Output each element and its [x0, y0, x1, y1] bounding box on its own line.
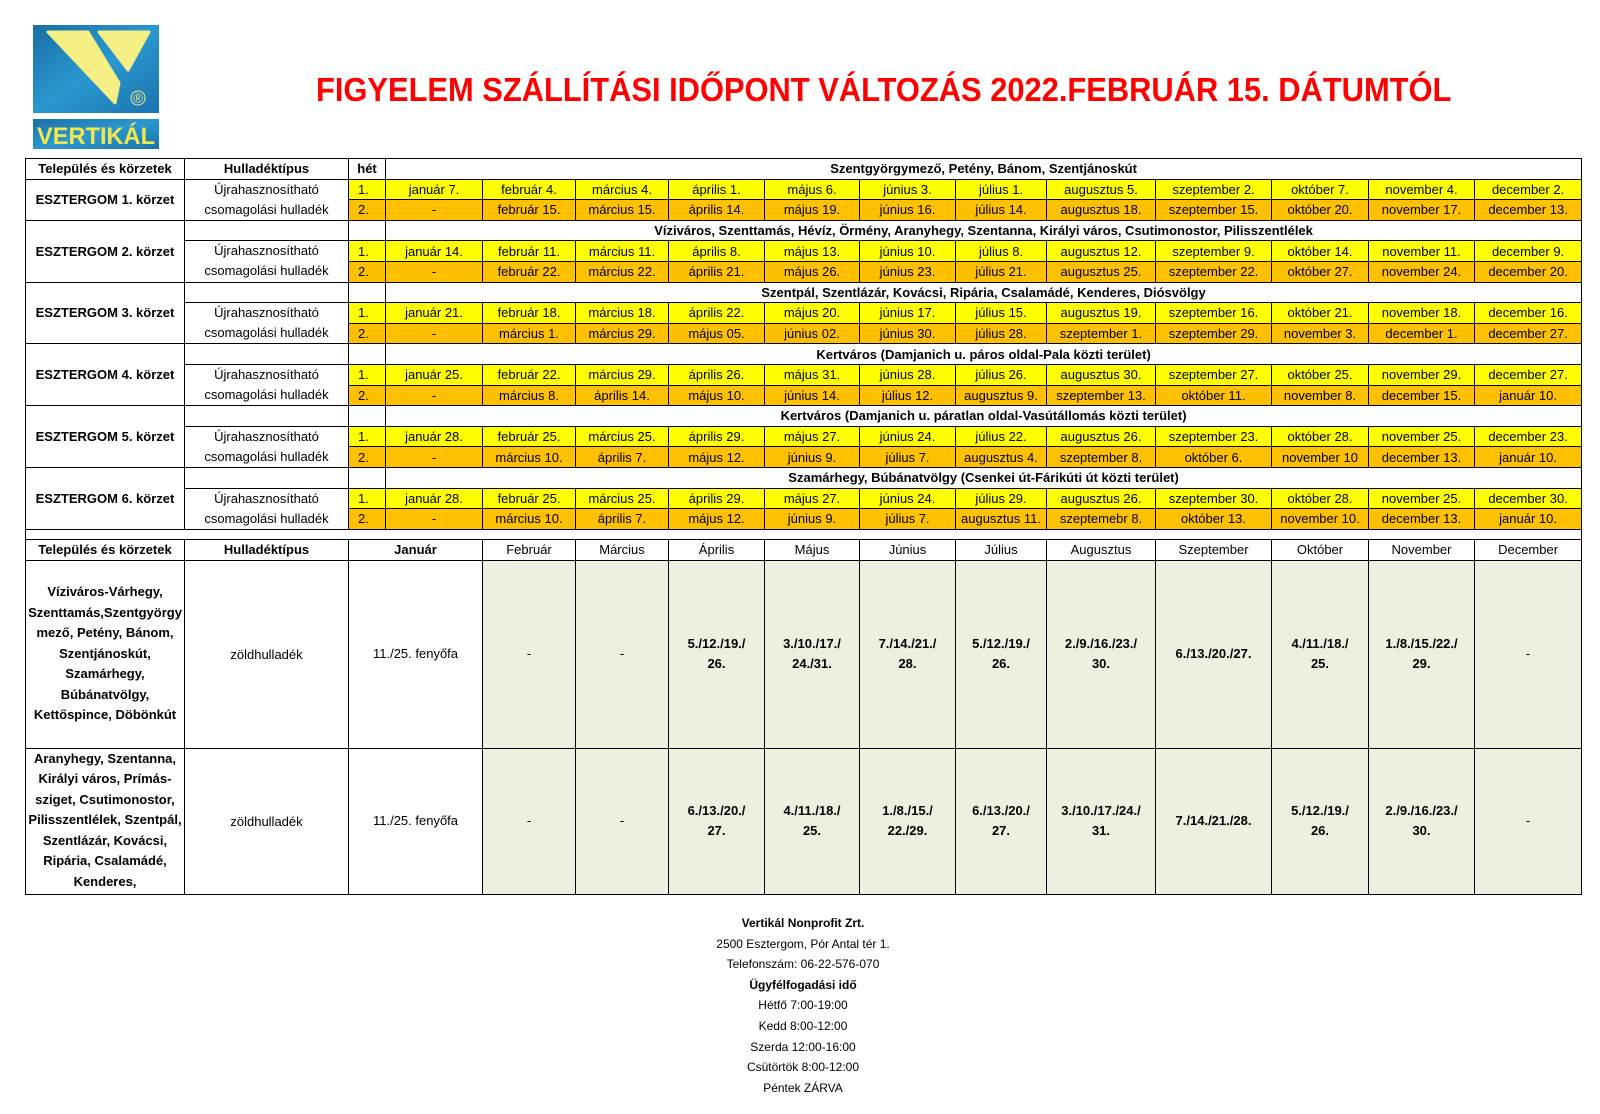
week-label: 1. [349, 179, 386, 200]
header-month: Október [1272, 539, 1369, 560]
blank-cell [349, 344, 386, 365]
header-week: hét [349, 159, 386, 180]
collection-date: június 30. [860, 323, 956, 344]
green-waste-header-row [26, 539, 1582, 560]
header-month: Február [483, 539, 576, 560]
title-container [316, 70, 1451, 110]
green-waste-localities: Aranyhegy, Szentanna, Királyi város, Prímás-sziget, Csutimonostor, Pilisszentlélek, Szentpál, Szentlázár, Kovácsi, Ripária, Csalamádé, Kenderes, [28, 750, 182, 889]
collection-date: szeptember 15. [1156, 200, 1272, 221]
green-waste-dates: 6./13./20./27. [1156, 560, 1272, 748]
header-month: Május [765, 539, 860, 560]
collection-date: január 25. [386, 364, 483, 385]
collection-date: október 6. [1156, 447, 1272, 468]
collection-date: február 25. [483, 426, 576, 447]
week-label: 1. [349, 364, 386, 385]
collection-date: november 3. [1272, 323, 1369, 344]
collection-date: március 10. [483, 509, 576, 530]
collection-date: november 29. [1369, 364, 1475, 385]
collection-date: augusztus 26. [1047, 488, 1156, 509]
collection-date: február 18. [483, 303, 576, 324]
collection-date: április 21. [669, 261, 765, 282]
green-waste-dates: - [483, 748, 576, 894]
collection-date: július 21. [956, 261, 1047, 282]
collection-date: március 8. [483, 385, 576, 406]
collection-date: április 7. [576, 447, 669, 468]
collection-date: november 17. [1369, 200, 1475, 221]
collection-date: január 21. [386, 303, 483, 324]
collection-date: május 10. [669, 385, 765, 406]
collection-date: december 13. [1475, 200, 1582, 221]
waste-type: zöldhulladék [185, 560, 349, 748]
header-district: Település és körzetek [26, 539, 185, 560]
collection-date: augusztus 4. [956, 447, 1047, 468]
collection-date: április 8. [669, 241, 765, 262]
collection-date: március 29. [576, 323, 669, 344]
collection-date: szeptember 16. [1156, 303, 1272, 324]
collection-date: november 4. [1369, 179, 1475, 200]
collection-date: május 6. [765, 179, 860, 200]
collection-date: január 28. [386, 488, 483, 509]
collection-date: július 26. [956, 364, 1047, 385]
week-label: 2. [349, 200, 386, 221]
collection-date: május 20. [765, 303, 860, 324]
blank-cell [185, 344, 349, 365]
district-name: ESZTERGOM 2. körzet [26, 220, 185, 282]
collection-date: december 13. [1369, 447, 1475, 468]
collection-date: június 23. [860, 261, 956, 282]
waste-type: Újrahasznosítható csomagolási hulladék [185, 241, 349, 282]
collection-date: szeptember 29. [1156, 323, 1272, 344]
collection-date: november 18. [1369, 303, 1475, 324]
collection-date: június 24. [860, 426, 956, 447]
collection-date: december 9. [1475, 241, 1582, 262]
vertikal-logo [33, 24, 160, 151]
blank-cell [349, 282, 386, 303]
header-month: December [1475, 539, 1582, 560]
waste-type: zöldhulladék [185, 748, 349, 894]
collection-date: május 19. [765, 200, 860, 221]
district-localities: Kertváros (Damjanich u. páros oldal-Pala közti terület) [386, 344, 1582, 365]
collection-date: június 9. [765, 447, 860, 468]
collection-date: december 27. [1475, 323, 1582, 344]
week-label: 1. [349, 303, 386, 324]
collection-date: március 4. [576, 179, 669, 200]
green-waste-localities: Víziváros-Várhegy, Szenttamás,Szentgyörgymező, Petény, Bánom, Szentjánoskút, Szamárhegy, Búbánatvölgy, Kettőspince, Döbönkút [28, 584, 182, 723]
green-waste-dates: 5./12./19./ 26. [956, 560, 1047, 748]
collection-date: november 25. [1369, 488, 1475, 509]
week-label: 1. [349, 426, 386, 447]
office-hours-tuesday: Kedd 8:00-12:00 [758, 1018, 848, 1033]
office-hours-friday: Péntek ZÁRVA [763, 1080, 843, 1095]
collection-date: április 14. [576, 385, 669, 406]
office-hours-title: Ügyfélfogadási idő [749, 977, 857, 992]
collection-date: június 16. [860, 200, 956, 221]
collection-schedule-table [25, 158, 1582, 895]
green-waste-dates: 4./11./18./ 25. [765, 748, 860, 894]
week-row [26, 179, 1582, 200]
collection-date: június 02. [765, 323, 860, 344]
collection-date: december 30. [1475, 488, 1582, 509]
collection-date: május 05. [669, 323, 765, 344]
green-waste-dates: 4./11./18./ 25. [1272, 560, 1369, 748]
header-month: Március [576, 539, 669, 560]
collection-date: március 29. [576, 364, 669, 385]
collection-date: július 14. [956, 200, 1047, 221]
collection-date: - [386, 509, 483, 530]
week-label: 2. [349, 447, 386, 468]
green-waste-dates: 6./13./20./ 27. [669, 748, 765, 894]
collection-date: május 27. [765, 426, 860, 447]
collection-date: április 14. [669, 200, 765, 221]
header-month: Április [669, 539, 765, 560]
schedule-body [26, 159, 1582, 895]
green-waste-dates: 2./9./16./23./ 30. [1369, 748, 1475, 894]
green-waste-dates: - [1475, 748, 1582, 894]
collection-date: november 11. [1369, 241, 1475, 262]
green-waste-dates: 3./10./17./ 24./31. [765, 560, 860, 748]
collection-date: május 12. [669, 447, 765, 468]
office-hours-wednesday: Szerda 12:00-16:00 [750, 1039, 856, 1054]
green-waste-dates: - [483, 560, 576, 748]
collection-date: - [386, 447, 483, 468]
district-localities-row [26, 220, 1582, 241]
blank-cell [349, 467, 386, 488]
green-waste-dates: - [576, 560, 669, 748]
collection-date: január 7. [386, 179, 483, 200]
collection-date: szeptember 13. [1047, 385, 1156, 406]
collection-date: szeptember 27. [1156, 364, 1272, 385]
district-localities: Szentgyörgymező, Petény, Bánom, Szentjánoskút [386, 159, 1582, 180]
header-waste-type: Hulladéktípus [185, 539, 349, 560]
collection-date: október 13. [1156, 509, 1272, 530]
blank-cell [185, 282, 349, 303]
collection-date: július 7. [860, 509, 956, 530]
collection-date: október 7. [1272, 179, 1369, 200]
collection-date: március 10. [483, 447, 576, 468]
waste-type: Újrahasznosítható csomagolási hulladék [185, 303, 349, 344]
green-waste-localities-cell [26, 748, 185, 894]
collection-date: július 29. [956, 488, 1047, 509]
collection-date: - [386, 385, 483, 406]
collection-date: május 12. [669, 509, 765, 530]
collection-date: április 22. [669, 303, 765, 324]
collection-date: április 29. [669, 426, 765, 447]
week-label: 1. [349, 241, 386, 262]
collection-date: július 12. [860, 385, 956, 406]
week-label: 1. [349, 488, 386, 509]
waste-type: Újrahasznosítható csomagolási hulladék [185, 426, 349, 467]
collection-date: július 22. [956, 426, 1047, 447]
collection-date: február 4. [483, 179, 576, 200]
district-localities-row [26, 282, 1582, 303]
header-month: Július [956, 539, 1047, 560]
collection-date: január 28. [386, 426, 483, 447]
company-phone: Telefonszám: 06-22-576-070 [726, 957, 880, 972]
collection-date: február 15. [483, 200, 576, 221]
collection-date: augusztus 12. [1047, 241, 1156, 262]
district-localities-row [26, 344, 1582, 365]
green-waste-row [26, 748, 1582, 894]
collection-date: augusztus 9. [956, 385, 1047, 406]
waste-type: Újrahasznosítható csomagolási hulladék [185, 364, 349, 405]
green-waste-dates: 1./8./15./ 22./29. [860, 748, 956, 894]
company-name: Vertikál Nonprofit Zrt. [741, 916, 865, 930]
collection-date: december 13. [1369, 509, 1475, 530]
collection-date: november 10. [1272, 509, 1369, 530]
collection-date: március 18. [576, 303, 669, 324]
week-label: 2. [349, 385, 386, 406]
footer-contact [25, 913, 1581, 1098]
header-month: Szeptember [1156, 539, 1272, 560]
collection-date: november 10 [1272, 447, 1369, 468]
collection-date: október 21. [1272, 303, 1369, 324]
week-row [26, 488, 1582, 509]
spacer-cell [26, 529, 1582, 539]
collection-date: október 27. [1272, 261, 1369, 282]
collection-date: augusztus 18. [1047, 200, 1156, 221]
blank-cell [185, 467, 349, 488]
collection-date: - [386, 323, 483, 344]
collection-date: november 24. [1369, 261, 1475, 282]
collection-date: október 25. [1272, 364, 1369, 385]
district-name: ESZTERGOM 1. körzet [26, 179, 185, 220]
collection-date: szeptember 23. [1156, 426, 1272, 447]
collection-date: augusztus 26. [1047, 426, 1156, 447]
district-localities: Szamárhegy, Búbánatvölgy (Csenkei út-Fárikúti út közti terület) [386, 467, 1582, 488]
green-waste-dates: 11./25. fenyőfa [349, 748, 483, 894]
district-localities-row [26, 406, 1582, 427]
collection-date: október 14. [1272, 241, 1369, 262]
collection-date: április 1. [669, 179, 765, 200]
collection-date: február 22. [483, 261, 576, 282]
collection-date: október 28. [1272, 426, 1369, 447]
week-row [26, 303, 1582, 324]
blank-cell [349, 220, 386, 241]
district-name: ESZTERGOM 5. körzet [26, 406, 185, 468]
logo-text: VERTIKÁL [37, 123, 157, 150]
collection-date: május 31. [765, 364, 860, 385]
collection-date: július 1. [956, 179, 1047, 200]
header-month: Augusztus [1047, 539, 1156, 560]
green-waste-dates: 5./12./19./ 26. [669, 560, 765, 748]
collection-date: március 1. [483, 323, 576, 344]
collection-date: március 22. [576, 261, 669, 282]
collection-date: december 20. [1475, 261, 1582, 282]
registered-mark: ® [133, 90, 143, 106]
collection-date: - [386, 200, 483, 221]
collection-date: október 20. [1272, 200, 1369, 221]
district-name: ESZTERGOM 4. körzet [26, 344, 185, 406]
collection-date: december 23. [1475, 426, 1582, 447]
district-localities: Víziváros, Szenttamás, Hévíz, Örmény, Aranyhegy, Szentanna, Királyi város, Csutimonostor, Pilisszentlélek [386, 220, 1582, 241]
collection-date: március 11. [576, 241, 669, 262]
collection-date: szeptember 2. [1156, 179, 1272, 200]
collection-date: március 15. [576, 200, 669, 221]
green-waste-dates: 7./14./21./ 28. [860, 560, 956, 748]
district-name: ESZTERGOM 3. körzet [26, 282, 185, 344]
week-row [26, 241, 1582, 262]
header-month: Június [860, 539, 956, 560]
week-row [26, 426, 1582, 447]
office-hours-thursday: Csütörtök 8:00-12:00 [746, 1060, 860, 1075]
collection-date: december 1. [1369, 323, 1475, 344]
company-address: 2500 Esztergom, Pór Antal tér 1. [716, 936, 890, 951]
collection-date: december 2. [1475, 179, 1582, 200]
collection-date: március 25. [576, 488, 669, 509]
collection-date: szeptemebr 8. [1047, 509, 1156, 530]
collection-date: szeptember 30. [1156, 488, 1272, 509]
collection-date: április 7. [576, 509, 669, 530]
collection-date: szeptember 1. [1047, 323, 1156, 344]
schedule-header-row [26, 159, 1582, 180]
header-month: November [1369, 539, 1475, 560]
collection-date: január 10. [1475, 385, 1582, 406]
collection-date: - [386, 261, 483, 282]
collection-date: június 28. [860, 364, 956, 385]
week-label: 2. [349, 509, 386, 530]
week-row [26, 364, 1582, 385]
collection-date: január 10. [1475, 509, 1582, 530]
blank-cell [349, 406, 386, 427]
district-localities-row [26, 467, 1582, 488]
collection-date: szeptember 8. [1047, 447, 1156, 468]
collection-date: december 15. [1369, 385, 1475, 406]
blank-cell [185, 220, 349, 241]
collection-date: június 17. [860, 303, 956, 324]
collection-date: augusztus 30. [1047, 364, 1156, 385]
collection-date: augusztus 19. [1047, 303, 1156, 324]
week-label: 2. [349, 323, 386, 344]
green-waste-row [26, 560, 1582, 748]
collection-date: augusztus 11. [956, 509, 1047, 530]
green-waste-dates: 7./14./21./28. [1156, 748, 1272, 894]
collection-date: június 10. [860, 241, 956, 262]
district-name: ESZTERGOM 6. körzet [26, 467, 185, 529]
collection-date: május 27. [765, 488, 860, 509]
collection-date: június 9. [765, 509, 860, 530]
green-waste-dates: 3./10./17./24./ 31. [1047, 748, 1156, 894]
green-waste-dates: 11./25. fenyőfa [349, 560, 483, 748]
collection-date: május 13. [765, 241, 860, 262]
header-month: Január [349, 539, 483, 560]
green-waste-dates: - [1475, 560, 1582, 748]
collection-date: szeptember 9. [1156, 241, 1272, 262]
green-waste-dates: 2./9./16./23./ 30. [1047, 560, 1156, 748]
collection-date: november 8. [1272, 385, 1369, 406]
district-localities: Kertváros (Damjanich u. páratlan oldal-Vasútállomás közti terület) [386, 406, 1582, 427]
collection-date: február 25. [483, 488, 576, 509]
collection-date: július 15. [956, 303, 1047, 324]
collection-date: október 28. [1272, 488, 1369, 509]
green-waste-dates: 5./12./19./ 26. [1272, 748, 1369, 894]
collection-date: június 3. [860, 179, 956, 200]
collection-date: április 29. [669, 488, 765, 509]
collection-date: augusztus 25. [1047, 261, 1156, 282]
header-waste-type: Hulladéktípus [185, 159, 349, 180]
green-waste-dates: 6./13./20./ 27. [956, 748, 1047, 894]
page-title: FIGYELEM SZÁLLÍTÁSI IDŐPONT VÁLTOZÁS 2022.FEBRUÁR 15. DÁTUMTÓL [316, 71, 1452, 108]
collection-date: március 25. [576, 426, 669, 447]
blank-cell [185, 406, 349, 427]
collection-date: szeptember 22. [1156, 261, 1272, 282]
collection-date: május 26. [765, 261, 860, 282]
collection-date: április 26. [669, 364, 765, 385]
collection-date: január 10. [1475, 447, 1582, 468]
collection-date: február 11. [483, 241, 576, 262]
green-waste-dates: 1./8./15./22./ 29. [1369, 560, 1475, 748]
collection-date: június 24. [860, 488, 956, 509]
district-localities: Szentpál, Szentlázár, Kovácsi, Ripária, Csalamádé, Kenderes, Diósvölgy [386, 282, 1582, 303]
spacer-row [26, 529, 1582, 539]
header-district: Település és körzetek [26, 159, 185, 180]
collection-date: július 28. [956, 323, 1047, 344]
collection-date: augusztus 5. [1047, 179, 1156, 200]
week-label: 2. [349, 261, 386, 282]
collection-date: november 25. [1369, 426, 1475, 447]
collection-date: december 27. [1475, 364, 1582, 385]
collection-date: február 22. [483, 364, 576, 385]
collection-date: október 11. [1156, 385, 1272, 406]
waste-type: Újrahasznosítható csomagolási hulladék [185, 179, 349, 220]
office-hours-monday: Hétfő 7:00-19:00 [758, 998, 848, 1013]
collection-date: december 16. [1475, 303, 1582, 324]
collection-date: június 14. [765, 385, 860, 406]
collection-date: január 14. [386, 241, 483, 262]
waste-type: Újrahasznosítható csomagolási hulladék [185, 488, 349, 529]
collection-date: július 7. [860, 447, 956, 468]
collection-date: július 8. [956, 241, 1047, 262]
green-waste-localities-cell [26, 560, 185, 748]
green-waste-dates: - [576, 748, 669, 894]
